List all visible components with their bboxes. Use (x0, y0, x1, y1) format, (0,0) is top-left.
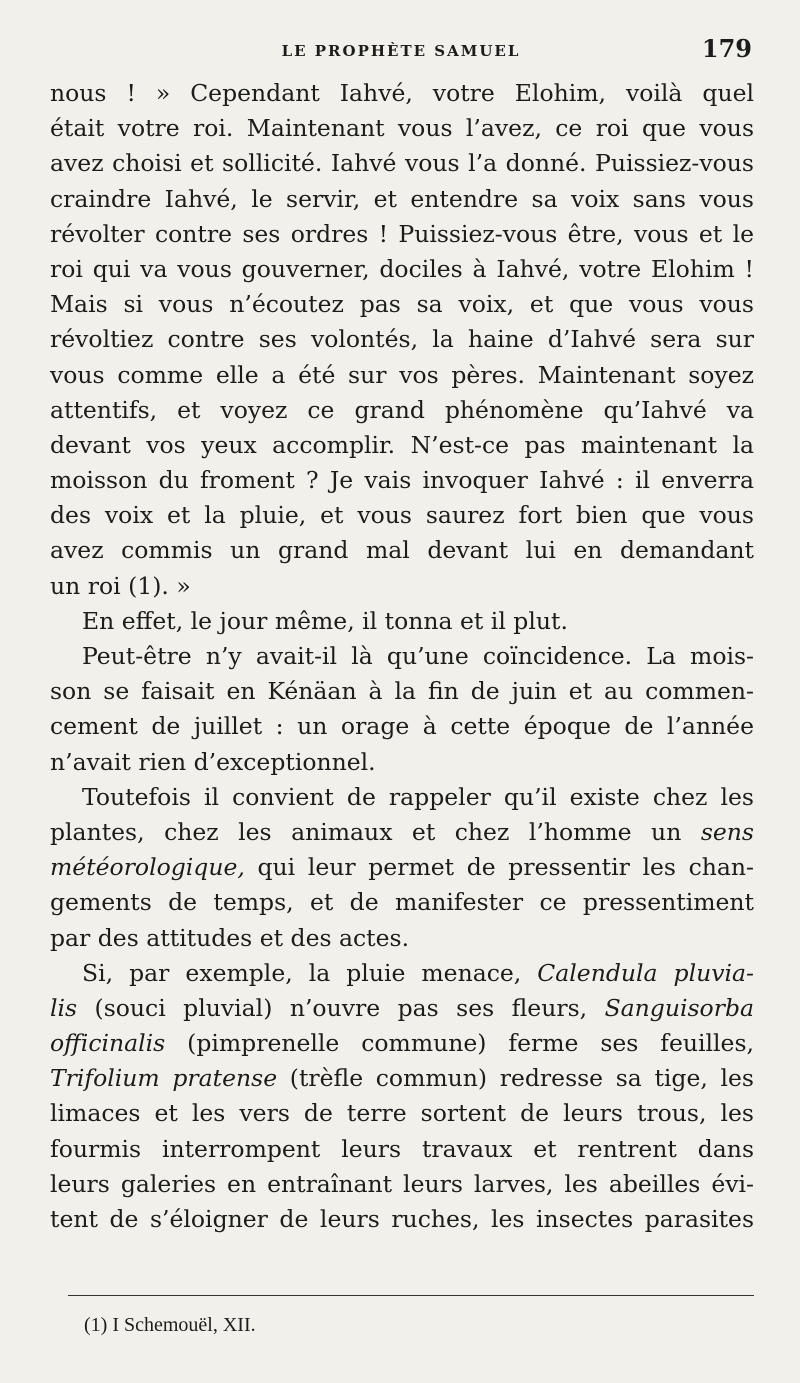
page-number: 179 (701, 34, 752, 63)
text-line: limaces et les vers de terre sortent de leurs trous, les (50, 1099, 754, 1128)
italic-term: officinalis (50, 1029, 166, 1058)
text-line: attentifs, et voyez ce grand phénomène qu’Iahvé va (50, 395, 754, 424)
text-line: nous ! » Cependant Iahvé, votre Elohim, voilà quel (50, 79, 754, 107)
text-line: fourmis interrompent leurs travaux et rentrent dans (50, 1134, 754, 1163)
text-run: (souci pluvial) n’ouvre pas ses fleurs, (77, 993, 605, 1022)
italic-term: Trifolium pratense (50, 1064, 278, 1093)
text-line (50, 991, 754, 1026)
text-line: Peut-être n’y avait-il là qu’une coïncidence. La mois- (82, 642, 754, 670)
text-line: était votre roi. Maintenant vous l’avez, ce roi que vous (50, 114, 754, 143)
text-line: Toutefois il convient de rappeler qu’il existe chez les (82, 782, 754, 811)
text-line: En effet, le jour même, il tonna et il plut. (82, 606, 568, 635)
text-line (50, 1026, 754, 1061)
text-line (50, 850, 754, 885)
text-run: (pimprenelle commune) ferme ses feuilles, (165, 1029, 754, 1058)
text-line: n’avait rien d’exceptionnel. (50, 747, 376, 776)
text-line: cement de juillet : un orage à cette époque de l’année (50, 712, 754, 741)
text-line: vous comme elle a été sur vos pères. Maintenant soyez (50, 360, 754, 389)
italic-term: Sanguisorba (604, 993, 754, 1022)
text-line: des voix et la pluie, et vous saurez fort bien que vous (50, 501, 754, 530)
text-line: par des attitudes et des actes. (50, 923, 410, 952)
text-line: Mais si vous n’écoutez pas sa voix, et que vous vous (50, 290, 754, 319)
text-line: moisson du froment ? Je vais invoquer Iahvé : il enverra (50, 466, 754, 495)
text-line: avez choisi et sollicité. Iahvé vous l’a donné. Puissiez-vous (50, 149, 754, 178)
text-run: Si, par exemple, la pluie menace, (82, 958, 538, 987)
page-header (50, 34, 752, 70)
text-line: roi qui va vous gouverner, dociles à Iahvé, votre Elohim ! (50, 254, 754, 283)
text-line: révolter contre ses ordres ! Puissiez-vous être, vous et le (50, 219, 754, 248)
text-line (50, 1061, 754, 1096)
footnote: (1) I Schemouël, XII. (84, 1314, 256, 1336)
italic-term: météorologique, (50, 853, 245, 882)
text-line (50, 815, 754, 850)
text-line: gements de temps, et de manifester ce pressentiment (50, 888, 754, 917)
text-line (50, 956, 754, 991)
text-line: craindre Iahvé, le servir, et entendre sa voix sans vous (50, 184, 754, 213)
italic-term: lis (50, 993, 78, 1022)
text-line: avez commis un grand mal devant lui en demandant (50, 536, 754, 565)
italic-term: Calendula pluvia- (537, 958, 754, 987)
text-line: devant vos yeux accomplir. N’est-ce pas maintenant la (50, 430, 754, 459)
text-line: leurs galeries en entraînant leurs larves, les abeilles évi- (50, 1169, 754, 1198)
text-line: tent de s’éloigner de leurs ruches, les insectes parasites (50, 1205, 754, 1233)
text-line: son se faisait en Kénäan à la fin de juin et au commen- (50, 677, 754, 706)
footnote-rule (68, 1295, 754, 1296)
text-line: un roi (1). » (50, 571, 191, 600)
body-text (50, 76, 754, 1237)
text-run: (trèfle commun) redresse sa tige, les (277, 1064, 754, 1093)
text-line: révoltiez contre ses volontés, la haine d’Iahvé sera sur (50, 325, 754, 354)
text-run: qui leur permet de pressentir les chan- (244, 853, 754, 882)
text-run: plantes, chez les animaux et chez l’homme un (50, 817, 701, 846)
running-head: LE PROPHÈTE SAMUEL (281, 42, 521, 60)
italic-term: sens (700, 817, 754, 846)
